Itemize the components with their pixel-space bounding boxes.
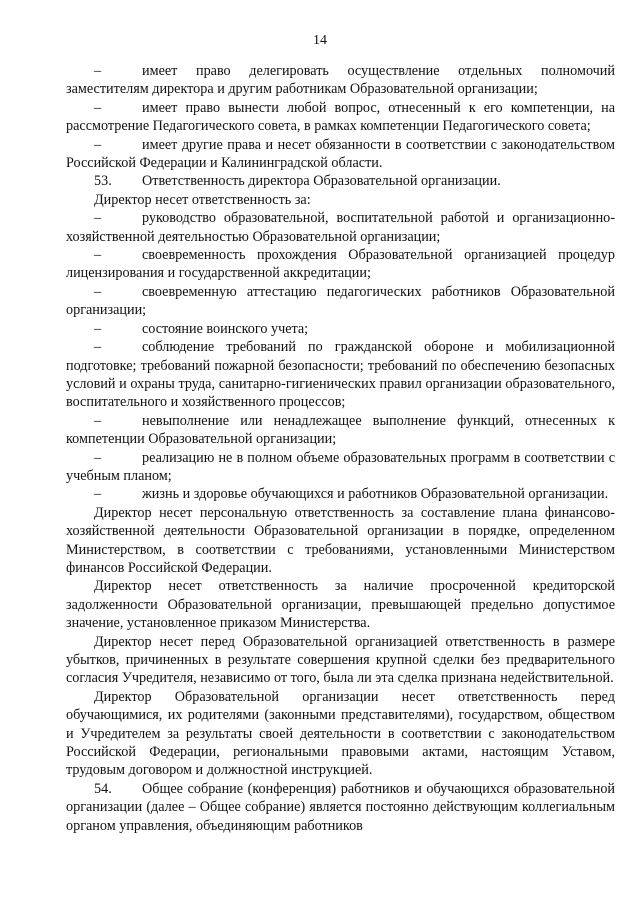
list-item [66,485,615,503]
list-item [66,338,615,412]
paragraph-text: реализацию не в полном объеме образовательных программ в соответствии с учебным планом; [66,449,615,484]
paragraph [66,577,615,632]
list-dash: – [94,247,102,264]
paragraph-text: жизнь и здоровье обучающихся и работников Образовательной организации. [142,486,609,503]
paragraph [66,633,615,688]
list-dash: – [94,99,102,116]
list-item [66,209,615,246]
clause-number: 53. [94,173,112,190]
list-item [66,449,615,486]
paragraph-text: своевременность прохождения Образовательной организацией процедур лицензирования и государственной аккредитации; [66,247,615,282]
list-item [66,62,615,99]
paragraph-text: невыполнение или ненадлежащее выполнение функций, отнесенных к компетенции Образовательной организации; [66,412,615,448]
list-item [66,283,615,320]
paragraph-text: имеет другие права и несет обязанности в соответствии с законодательством Российской Федерации и Калининградской области. [66,136,615,172]
clause-number: 54. [94,780,112,797]
numbered-clause [66,780,615,835]
paragraph-text: Директор несет ответственность за наличие просроченной кредиторской задолженности Образовательной организации, превышающей предельно допустимое значение, установленное приказом Министерства. [66,578,615,632]
paragraph-text: Общее собрание (конференция) работников и обучающихся образовательной организации (далее – Общее собрание) является постоянно действующим коллегиальным органом управления, объединяющим работников [66,780,615,834]
paragraph-text: имеет право вынести любой вопрос, отнесенный к его компетенции, на рассмотрение Педагогического совета, в рамках компетенции Педагогического совета; [66,99,615,135]
document-body [66,62,615,835]
paragraph-text: соблюдение требований по гражданской обороне и мобилизационной подготовке; требований пожарной безопасности; требований по обеспечению безопасных условий и охраны труда, санитарно-гигиенических правил организации образовательного, воспитательного и хозяйственного процессов; [66,339,615,411]
list-item [66,246,615,283]
paragraph [66,688,615,780]
paragraph-text: своевременную аттестацию педагогических работников Образовательной организации; [66,283,615,319]
list-dash: – [94,283,102,300]
paragraph [66,504,615,578]
list-item [66,99,615,136]
list-item [66,412,615,449]
numbered-clause [66,172,615,190]
list-item [66,320,615,338]
paragraph-text: имеет право делегировать осуществление отдельных полномочий заместителям директора и другим работникам Образовательной организации; [66,63,615,98]
list-dash: – [94,412,102,429]
list-dash: – [94,210,102,227]
paragraph [66,191,615,209]
list-dash: – [94,63,102,79]
paragraph-text: состояние воинского учета; [142,320,309,337]
paragraph-text: Директор несет перед Образовательной организацией ответственность в размере убытков, причиненных в результате совершения крупной сделки без предварительного согласия Учредителя, независимо от того, была ли эта сделка признана недействительной. [66,633,615,687]
list-dash: – [94,339,102,356]
paragraph-text: Директор несет персональную ответственность за составление плана финансово-хозяйственной деятельности Образовательной организации в порядке, определенном Министерством, в соответствии с требованиями, установленными Министерством финансов Российской Федерации. [66,504,615,576]
list-dash: – [94,486,102,503]
paragraph-text: руководство образовательной, воспитательной работой и организационно-хозяйственной деятельностью Образовательной организации; [66,210,615,245]
list-dash: – [94,320,102,337]
page-number: 14 [313,33,327,48]
paragraph-text: Ответственность директора Образовательной организации. [142,173,501,190]
list-dash: – [94,449,102,466]
list-dash: – [94,136,102,153]
paragraph-text: Директор Образовательной организации несет ответственность перед обучающимися, их родителями (законными представителями), государством, обществом и Учредителем за результаты своей деятельности в соответствии с законодательством Российской Федерации, региональными правовыми актами, настоящим Уставом, трудовым договором и должностной инструкцией. [66,688,615,779]
paragraph-text: Директор несет ответственность за: [94,191,311,208]
list-item [66,136,615,173]
